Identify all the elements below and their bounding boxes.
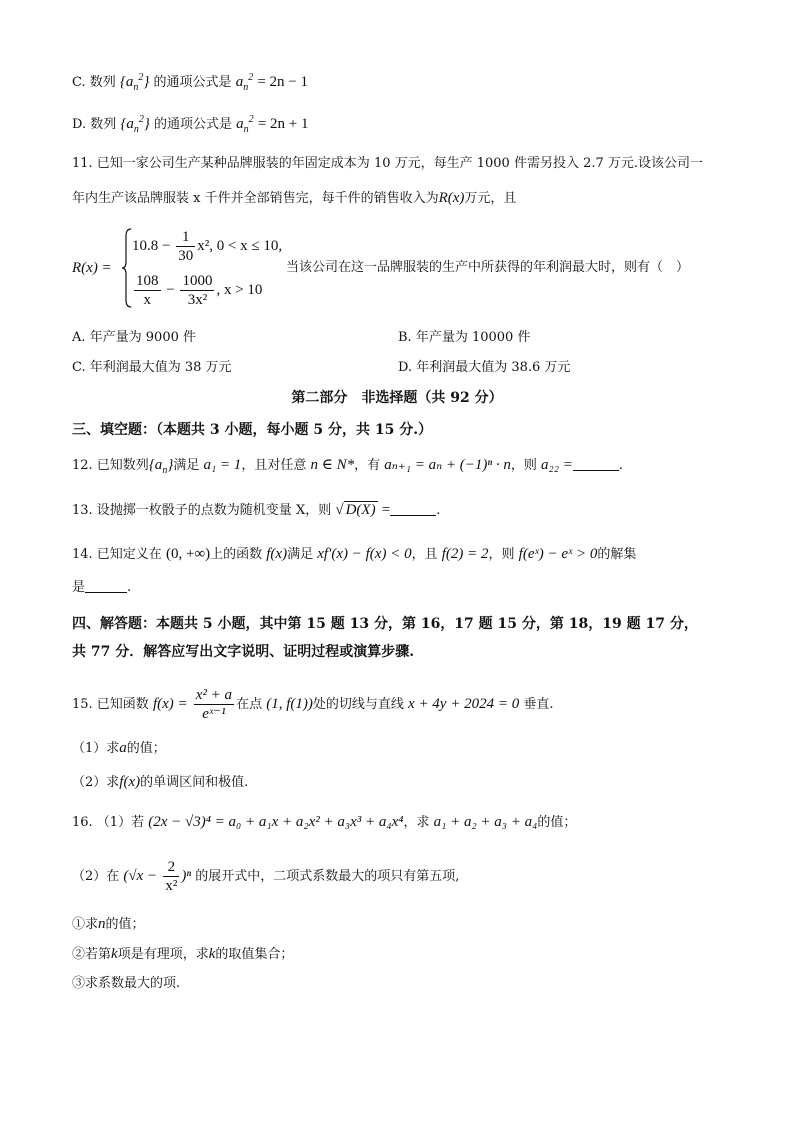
q16-text: ①求 bbox=[72, 917, 99, 932]
math-expression: k bbox=[111, 946, 118, 962]
q13-question bbox=[72, 500, 440, 521]
q16-text: ，求 bbox=[403, 815, 430, 830]
sequence-symbol: $\{a_n\}$ bbox=[148, 457, 174, 476]
fraction bbox=[176, 228, 195, 265]
q16-text: ②若第 bbox=[72, 947, 112, 962]
minus-sign: − bbox=[166, 281, 175, 298]
math-expression: aₙ₊₁ = aₙ + (−1)ⁿ · n bbox=[384, 457, 511, 473]
denominator: x bbox=[143, 292, 151, 308]
part-two-title: 第二部分 非选择题（共 92 分） bbox=[291, 390, 503, 406]
answer-blank[interactable] bbox=[390, 501, 436, 516]
denominator: 3x² bbox=[187, 292, 208, 308]
q13-text: 13. 设抛掷一枚骰子的点数为随机变量 X，则 bbox=[72, 503, 332, 518]
option-d-q11: D. 年利润最大值为 38.6 万元 bbox=[398, 360, 571, 375]
q14-text: . bbox=[127, 580, 132, 595]
q16-text: 项是有理项，求 bbox=[117, 947, 209, 962]
math-expression: (0, +∞) bbox=[165, 546, 211, 562]
q14-text: 满足 bbox=[287, 547, 314, 562]
q12-text: ，且对任意 bbox=[241, 458, 307, 473]
math-expression: f(x) = bbox=[152, 696, 188, 712]
math-expression: a₁ = 1 bbox=[203, 457, 242, 473]
math-expression: $a_n^2$ bbox=[236, 114, 254, 135]
q14-question-line-2 bbox=[72, 578, 131, 598]
q11-line-1: 11. 已知一家公司生产某种品牌服装的年固定成本为 10 万元，每生产 1000 件需另投入 2.7 万元.设该公司一 bbox=[72, 156, 704, 171]
math-expression: = 2n − 1 bbox=[257, 74, 308, 90]
option-label: C. 数列 bbox=[72, 75, 116, 90]
q12-text: . bbox=[618, 458, 623, 473]
fraction bbox=[194, 686, 234, 723]
option-c-q11: C. 年利润最大值为 38 万元 bbox=[72, 360, 232, 375]
q16-item-1 bbox=[72, 914, 145, 935]
option-text: 的通项公式是 bbox=[153, 75, 232, 90]
sqrt-expression: √ D(X) bbox=[335, 502, 376, 518]
math-expression: a₁ + a₂ + a₃ + a₄ bbox=[433, 814, 538, 830]
math-expression: (2x − √3)⁴ = a₀ + a₁x + a₂x² + a₃x³ + a₄x⁴ bbox=[148, 814, 404, 830]
q14-text: ，则 bbox=[488, 547, 515, 562]
q15-question bbox=[72, 686, 554, 723]
math-expression: (1, f(1)) bbox=[266, 696, 313, 712]
q16-part-2 bbox=[72, 858, 459, 895]
math-expression: n bbox=[98, 916, 106, 932]
piecewise-case-1 bbox=[132, 228, 282, 265]
q15-text: 15. 已知函数 bbox=[72, 697, 149, 712]
fraction bbox=[180, 272, 214, 309]
numerator: 2 bbox=[163, 858, 179, 877]
q11-text: 万元，且 bbox=[464, 191, 517, 206]
q16-text: 的取值集合； bbox=[215, 947, 294, 962]
q15-text: 处的切线与直线 bbox=[312, 697, 404, 712]
math-expression: = 2n + 1 bbox=[257, 116, 309, 132]
q12-text: ，则 bbox=[510, 458, 537, 473]
q11-question-tail: 当该公司在这一品牌服装的生产中所获得的年利润最大时，则有（ ） bbox=[286, 260, 690, 275]
q14-text: 上的函数 bbox=[210, 547, 263, 562]
numerator: 1 bbox=[176, 228, 195, 247]
option-text: 的通项公式是 bbox=[154, 117, 233, 132]
q15-text: （1）求 bbox=[72, 741, 120, 756]
math-expression: x², 0 < x ≤ 10, bbox=[197, 237, 283, 254]
section-four-title-line-2: 共 77 分．解答应写出文字说明、证明过程或演算步骤. bbox=[72, 644, 415, 660]
math-expression: (√x − bbox=[123, 868, 158, 884]
math-expression: f(x) bbox=[266, 546, 288, 562]
section-three-title: 三、填空题：（本题共 3 小题，每小题 5 分，共 15 分.） bbox=[72, 422, 433, 438]
equals-sign: = bbox=[381, 502, 391, 518]
q15-subquestion-1 bbox=[72, 738, 166, 759]
math-expression: k bbox=[208, 946, 216, 962]
q16-text: 的值； bbox=[105, 917, 145, 932]
numerator: 1000 bbox=[182, 273, 213, 289]
q13-text: . bbox=[436, 503, 441, 518]
radicand: D(X) bbox=[345, 502, 376, 518]
answer-blank[interactable] bbox=[573, 456, 619, 471]
q15-text: 垂直. bbox=[523, 697, 554, 712]
math-expression: f(2) = 2 bbox=[441, 546, 489, 562]
fraction bbox=[163, 858, 179, 895]
numerator: 108 bbox=[136, 273, 159, 289]
q14-text: ，且 bbox=[411, 547, 438, 562]
numerator: x² + a bbox=[195, 687, 233, 703]
math-expression: )ⁿ bbox=[181, 868, 192, 884]
q14-text: 是 bbox=[72, 580, 86, 595]
denominator: 30 bbox=[178, 248, 194, 264]
math-expression: 10.8 − bbox=[132, 237, 171, 254]
q15-subquestion-2 bbox=[72, 772, 248, 793]
q16-text: 的展开式中，二项式系数最大的项只有第五项, bbox=[195, 869, 460, 884]
math-expression: xf′(x) − f(x) < 0 bbox=[317, 546, 412, 562]
math-expression: n ∈ N* bbox=[310, 457, 355, 473]
q16-part-1 bbox=[72, 812, 576, 833]
math-expression: $a_n^2$ bbox=[235, 72, 254, 93]
left-brace-icon bbox=[122, 228, 132, 308]
q15-text: 的单调区间和极值. bbox=[140, 775, 249, 790]
q16-text: （2）在 bbox=[72, 869, 120, 884]
q12-text: 12. 已知数列 bbox=[72, 458, 149, 473]
sequence-symbol: $\{a_n^2\}$ bbox=[119, 72, 150, 93]
q12-text: ，有 bbox=[354, 458, 381, 473]
section-four-title-line-1: 四、解答题：本题共 5 小题，其中第 15 题 13 分，第 16，17 题 15 分，第 18，19 题 17 分， bbox=[72, 616, 698, 632]
math-expression: x + 4y + 2024 = 0 bbox=[408, 696, 520, 712]
q12-text: 满足 bbox=[173, 458, 200, 473]
denominator: eˣ⁻¹ bbox=[202, 706, 226, 722]
option-a-q11: A. 年产量为 9000 件 bbox=[72, 330, 197, 345]
piecewise-case-2 bbox=[132, 272, 262, 309]
option-b-q11: B. 年产量为 10000 件 bbox=[398, 330, 531, 345]
q14-text: 的解集 bbox=[597, 547, 637, 562]
option-d-q10 bbox=[72, 114, 308, 135]
answer-blank[interactable] bbox=[85, 578, 127, 593]
q14-question-line-1 bbox=[72, 544, 636, 565]
math-expression: R(x) = bbox=[72, 260, 112, 276]
math-expression: a bbox=[119, 740, 127, 756]
math-expression: , x > 10 bbox=[216, 281, 263, 298]
q12-question bbox=[72, 455, 623, 476]
q16-text: 的值； bbox=[537, 815, 577, 830]
q15-text: 的值； bbox=[126, 741, 166, 756]
q16-text: 16. （1）若 bbox=[72, 815, 145, 830]
math-expression: R(x) bbox=[438, 190, 465, 206]
q16-item-2 bbox=[72, 944, 293, 965]
q11-line-2 bbox=[72, 188, 516, 209]
q15-text: （2）求 bbox=[72, 775, 120, 790]
math-expression: f(x) bbox=[119, 774, 141, 790]
denominator: x² bbox=[165, 878, 178, 894]
math-expression: a₂₂ = bbox=[541, 457, 573, 473]
q11-text: 年内生产该品牌服装 x 千件并全部销售完，每千件的销售收入为 bbox=[72, 191, 439, 206]
fraction bbox=[134, 272, 161, 309]
q15-text: 在点 bbox=[236, 697, 263, 712]
math-expression: f(eˣ) − eˣ > 0 bbox=[518, 546, 598, 562]
q11-piecewise-lhs bbox=[72, 258, 112, 279]
option-label: D. 数列 bbox=[72, 117, 117, 132]
sequence-symbol: $\{a_n^2\}$ bbox=[120, 114, 150, 135]
q14-text: 14. 已知定义在 bbox=[72, 547, 162, 562]
option-c-q10 bbox=[72, 72, 308, 93]
q16-item-3: ③求系数最大的项. bbox=[72, 976, 181, 991]
